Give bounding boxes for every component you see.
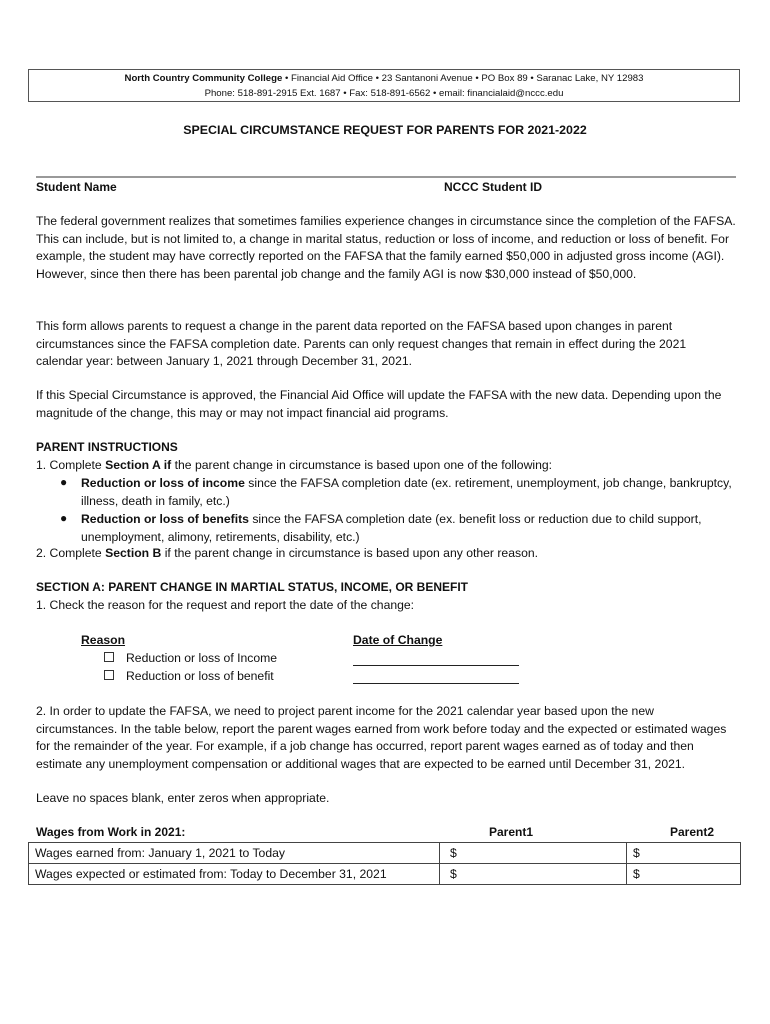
checkbox-benefit[interactable]	[104, 670, 114, 680]
letterhead-contact: Phone: 518-891-2915 Ext. 1687 • Fax: 518-891-6562 • email: financialaid@nccc.edu	[204, 88, 564, 99]
letterhead-box	[28, 69, 740, 102]
office-address: • Financial Aid Office • 23 Santanoni Avenue • PO Box 89 • Saranac Lake, NY 12983	[282, 73, 644, 84]
step2-prefix: 2. Complete	[36, 546, 106, 560]
date-column-header: Date of Change	[353, 633, 443, 647]
bullet-dot: ●	[60, 475, 68, 489]
purpose-paragraph: This form allows parents to request a change in the parent data reported on the FAFSA based upon changes in parent circumstances since the FAFSA completion date. Parents can only request changes that remain in effect during the 2021 calendar year: between January 1, 2021 through December 31, 2021.	[36, 319, 687, 369]
section-a-question-2: 2. In order to update the FAFSA, we need to project parent income for the 2021 calendar year based upon the new circumstances. In the table below, report the parent wages earned from work before today and the expected or estimated wages for the remainder of the year. For example, if a job change has occurred, report parent wages earned as of today and then estimate any unemployment compensation or additional wages that are expected to be earned until December 31, 2021.	[36, 704, 727, 771]
parent1-expected-cell[interactable]	[440, 864, 627, 885]
form-title: SPECIAL CIRCUMSTANCE REQUEST FOR PARENTS FOR 2021-2022	[183, 123, 587, 137]
table-row	[29, 864, 741, 885]
reason-column-header: Reason	[81, 633, 126, 647]
bullet-benefits	[81, 511, 736, 546]
date-income-field[interactable]	[353, 665, 519, 666]
dollar-sign: $	[633, 867, 640, 881]
reason-income-option[interactable]	[104, 651, 277, 665]
divider-line	[36, 176, 736, 178]
dollar-sign: $	[450, 846, 457, 860]
reason-income-label: Reduction or loss of Income	[126, 651, 278, 665]
parent1-column-header: Parent1	[489, 825, 534, 839]
student-id-label: NCCC Student ID	[444, 180, 542, 194]
student-name-label: Student Name	[36, 180, 117, 194]
wages-table-title: Wages from Work in 2021:	[36, 825, 186, 839]
bullet-income-bold: Reduction or loss of income	[81, 476, 245, 490]
instruction-step-1	[36, 458, 552, 472]
intro-paragraph: The federal government realizes that sometimes families experience changes in circumstance since the completion of the FAFSA. This can include, but is not limited to, a change in marital status, reduction or loss of income, and reduction or loss of benefit. For example, the student may have correctly reported on the FAFSA that the family earned $50,000 in adjusted gross income (AGI). However, since then there has been parental job change and the family AGI is now $30,000 instead of $50,000.	[36, 214, 736, 281]
checkbox-income[interactable]	[104, 652, 114, 662]
step1-bold: Section A if	[105, 458, 172, 472]
bullet-dot: ●	[60, 511, 68, 525]
reason-benefit-option[interactable]	[104, 669, 274, 683]
date-benefit-field[interactable]	[353, 683, 519, 684]
parent-instructions-heading: PARENT INSTRUCTIONS	[36, 440, 178, 454]
table-row	[29, 843, 741, 864]
wages-table	[28, 842, 741, 885]
bullet-benefits-text: since the FAFSA completion date (ex. benefit loss or reduction due to child support, unemployment, alimony, retirements, disability, etc.)	[81, 512, 702, 544]
dollar-sign: $	[633, 846, 640, 860]
blank-note: Leave no spaces blank, enter zeros when appropriate.	[36, 791, 330, 805]
reason-benefit-label: Reduction or loss of benefit	[126, 669, 274, 683]
step1-prefix: 1. Complete	[36, 458, 106, 472]
section-a-question-1: 1. Check the reason for the request and report the date of the change:	[36, 598, 415, 612]
parent2-expected-cell[interactable]	[627, 864, 741, 885]
parent1-earned-cell[interactable]	[440, 843, 627, 864]
step1-suffix: the parent change in circumstance is based upon one of the following:	[171, 458, 553, 472]
section-a-heading: SECTION A: PARENT CHANGE IN MARTIAL STATUS, INCOME, OR BENEFIT	[36, 580, 468, 594]
bullet-income-text: since the FAFSA completion date (ex. retirement, unemployment, job change, bankruptcy, illness, death in family, etc.)	[81, 476, 732, 508]
parent2-column-header: Parent2	[670, 825, 715, 839]
bullet-income	[81, 475, 736, 510]
step2-bold: Section B	[105, 546, 162, 560]
college-name: North Country Community College	[124, 73, 283, 84]
approval-paragraph: If this Special Circumstance is approved, the Financial Aid Office will update the FAFSA with the new data. Depending upon the magnitude of the change, this may or may not impact financial aid programs.	[36, 388, 722, 420]
parent2-earned-cell[interactable]	[627, 843, 741, 864]
instruction-step-2	[36, 546, 538, 560]
step2-suffix: if the parent change in circumstance is based upon any other reason.	[161, 546, 539, 560]
row-label: Wages expected or estimated from: Today to December 31, 2021	[29, 864, 440, 885]
dollar-sign: $	[450, 867, 457, 881]
letterhead-line-1	[29, 71, 739, 86]
bullet-benefits-bold: Reduction or loss of benefits	[81, 512, 249, 526]
row-label: Wages earned from: January 1, 2021 to Today	[29, 843, 440, 864]
